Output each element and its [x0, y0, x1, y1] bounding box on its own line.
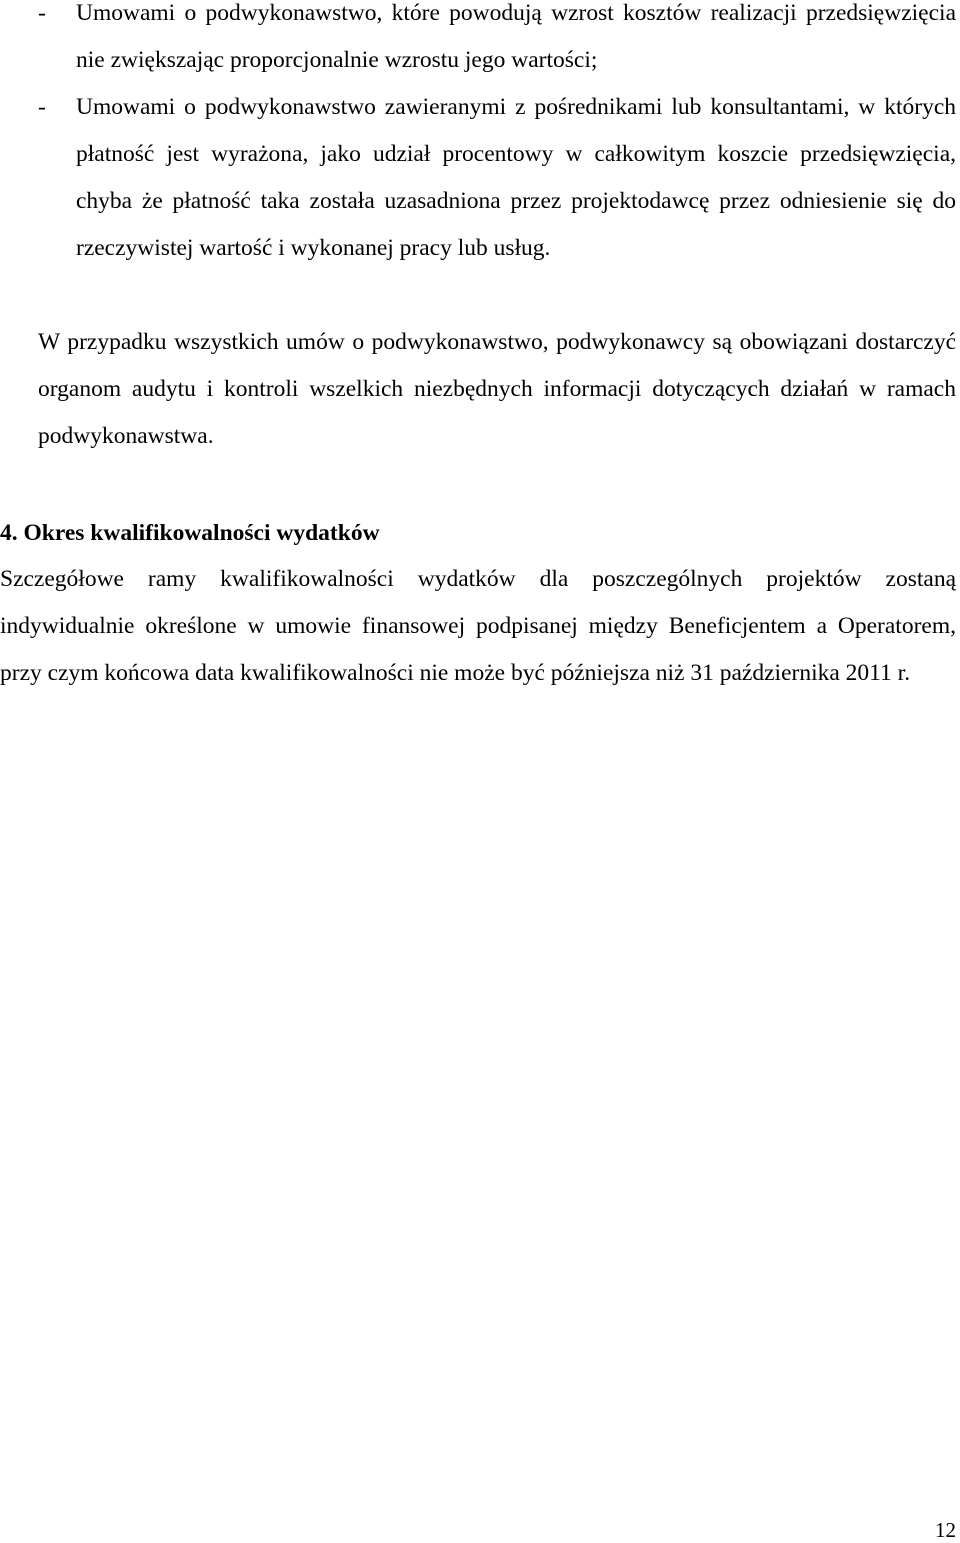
- paragraph-subcontract: W przypadku wszystkich umów o podwykonawstwo, podwykonawcy są obowiązani dostarczyć organom audytu i kontroli wszelkich niezbędnych informacji dotyczących działań w ramach podwykonawstwa.: [38, 329, 956, 449]
- bullet-dash: -: [38, 94, 46, 120]
- bullet-text: Umowami o podwykonawstwo zawieranymi z pośrednikami lub konsultantami, w których płatność jest wyrażona, jako udział procentowy w całkowitym koszcie przedsięwzięcia, chyba że płatność taka została uzasadniona przez projektodawcę przez odniesienie się do rzeczywistej wartość i wykonanej pracy lub usług.: [76, 94, 956, 261]
- section-heading: 4. Okres kwalifikowalności wydatków: [0, 520, 380, 546]
- bullet-item-2: [38, 84, 956, 272]
- paragraph-eligibility: Szczegółowe ramy kwalifikowalności wydatków dla poszczególnych projektów zostaną indywidualnie określone w umowie finansowej podpisanej między Beneficjentem a Operatorem, przy czym końcowa data kwalifikowalności nie może być późniejsza niż 31 października 2011 r.: [0, 566, 956, 686]
- page-number: 12: [935, 1518, 956, 1542]
- bullet-text: Umowami o podwykonawstwo, które powodują wzrost kosztów realizacji przedsięwzięcia nie zwiększając proporcjonalnie wzrostu jego wartości;: [76, 0, 956, 73]
- bullet-item-1: [38, 0, 956, 84]
- bullet-dash: -: [38, 0, 46, 26]
